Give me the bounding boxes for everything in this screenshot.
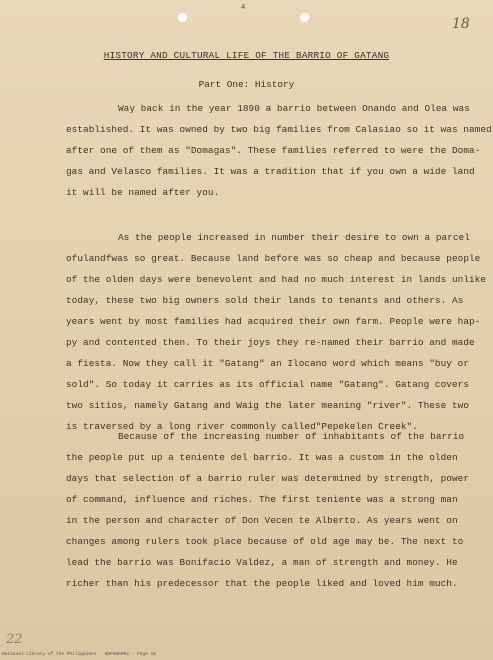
paragraph-line: changes among rulers took place because of old age may be. The next to: [66, 536, 464, 547]
paragraph-line: sold". So today it carries as its official name "Gatang". Gatang covers: [66, 379, 469, 390]
handwritten-page-number: 18: [452, 16, 470, 32]
paragraph-line: days that selection of a barrio ruler was determined by strength, power: [66, 473, 469, 484]
paragraph-line: a fiesta. Now they call it "Gatang" an Ilocano word which means "buy or: [66, 358, 469, 369]
paragraph-line: ofulandfwas so great. Because land before was so cheap and because people: [66, 253, 481, 264]
paragraph-line: years went by most families had acquired their own farm. People were hap-: [66, 316, 481, 327]
paragraph-line: it will be named after you.: [66, 187, 220, 198]
archive-footer: National Library of the Philippines · HDPHN0002 · Page 18: [2, 652, 156, 657]
paragraph-line: As the people increased in number their desire to own a parcel: [118, 232, 470, 243]
paragraph-line: established. It was owned by two big families from Calasiao so it was named: [66, 124, 492, 135]
paragraph-line: after one of them as "Domagas". These families referred to were the Doma-: [66, 145, 481, 156]
paragraph-line: today, these two big owners sold their lands to tenants and others. As: [66, 295, 464, 306]
paragraph-line: richer than his predecessor that the people liked and loved him much.: [66, 578, 458, 589]
paragraph-line: of the olden days were benevolent and had no much interest in lands unlike: [66, 274, 487, 285]
document-subtitle: Part One: History: [198, 79, 295, 90]
paragraph-line: Way back in the year 1890 a barrio between Onando and Olea was: [118, 103, 470, 114]
paragraph-line: in the person and character of Don Vecen te Alberto. As years went on: [66, 515, 458, 526]
paragraph-line: lead the barrio was Bonifacio Valdez, a man of strength and money. He: [66, 557, 458, 568]
document-title: HISTORY AND CULTURAL LIFE OF THE BARRIO OF GATANG: [103, 50, 390, 61]
paragraph-2: [66, 227, 487, 437]
top-mark: 4: [241, 4, 246, 12]
paragraph-1: [66, 98, 492, 203]
paragraph-line: of command, influence and riches. The first teniente was a strong man: [66, 494, 458, 505]
punch-hole: [178, 13, 187, 22]
paragraph-line: Because of the increasing number of inhabitants of the barrio: [118, 431, 465, 442]
paragraph-line: is traversed by a long river commonly called"Pepekelen Creek".: [66, 421, 418, 432]
paragraph-line: two sitios, namely Gatang and Waig the later meaning "river". These two: [66, 400, 469, 411]
margin-pencil-note: 22: [6, 632, 23, 647]
paragraph-line: the people put up a teniente del barrio. It was a custom in the olden: [66, 452, 458, 463]
paragraph-line: py and contented then. To their joys they re-named their barrio and made: [66, 337, 475, 348]
punch-hole: [300, 13, 309, 22]
paragraph-3: [66, 426, 474, 594]
paragraph-line: gas and Velasco families. It was a tradition that if you own a wide land: [66, 166, 475, 177]
